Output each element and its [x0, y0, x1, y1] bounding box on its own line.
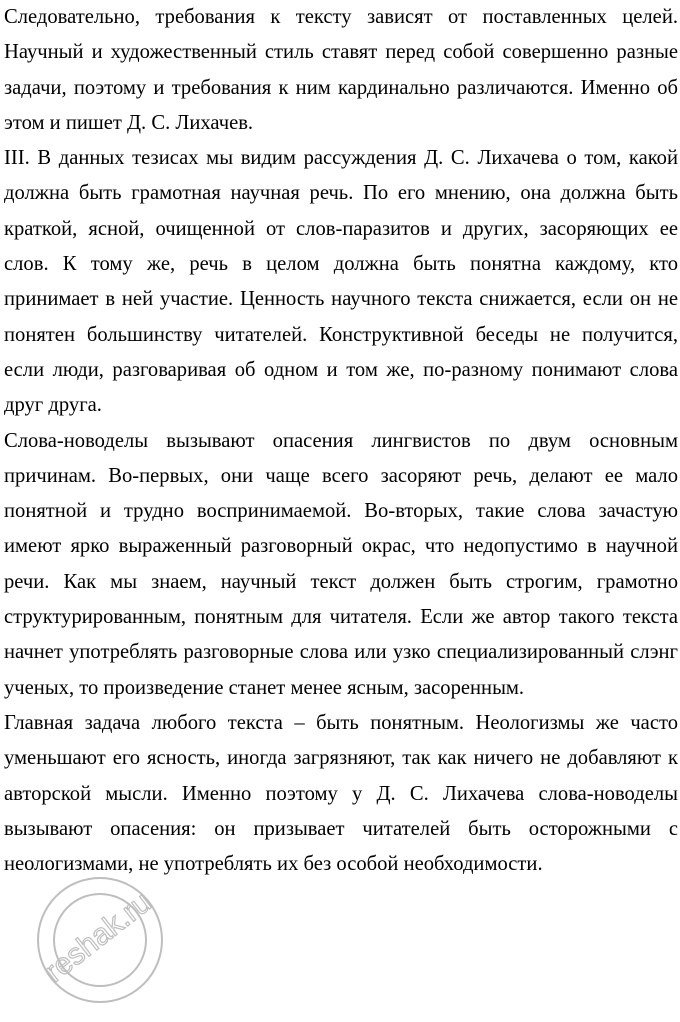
paragraph-3: Слова-новоделы вызывают опасения лингвистов по двум основным причинам. Во-первых, они чаще всего засоряют речь, делают ее мало понятной и трудно воспринимаемой. Во-вторых, такие слова зачастую имеют ярко выраженный разговорный окрас, что недопустимо в научной речи. Как мы знаем, научный текст должен быть строгим, грамотно структурированным, понятным для читателя. Если же автор такого текста начнет употреблять разговорные слова или узко специализированный слэнг ученых, то произведение станет менее ясным, засоренным. [4, 429, 678, 699]
paragraph-4: Главная задача любого текста – быть понятным. Неологизмы же часто уменьшают его ясность, иногда загрязняют, так как ничего не добавляют к авторской мысли. Именно поэтому у Д. С. Лихачева слова-новоделы вызывают опасения: он призывает читателей быть осторожными с неологизмами, не употреблять их без особой необходимости. [4, 711, 678, 876]
paragraph-2: III. В данных тезисах мы видим рассуждения Д. С. Лихачева о том, какой должна быть грамотная научная речь. По его мнению, она должна быть краткой, ясной, очищенной от слов-паразитов и других, засоряющих ее слов. К тому же, речь в целом должна быть понятна каждому, кто принимает в ней участие. Ценность научного текста снижается, если он не понятен большинству читателей. Конструктивной беседы не получится, если люди, разговаривая об одном и том же, по-разному понимают слова друг друга. [4, 147, 678, 417]
paragraph-1: Следовательно, требования к тексту зависят от поставленных целей. Научный и художественный стиль ставят перед собой совершенно разные задачи, поэтому и требования к ним кардинально различаются. Именно об этом и пишет Д. С. Лихачев. [4, 6, 678, 134]
watermark-text: reshak.ru [38, 885, 158, 989]
